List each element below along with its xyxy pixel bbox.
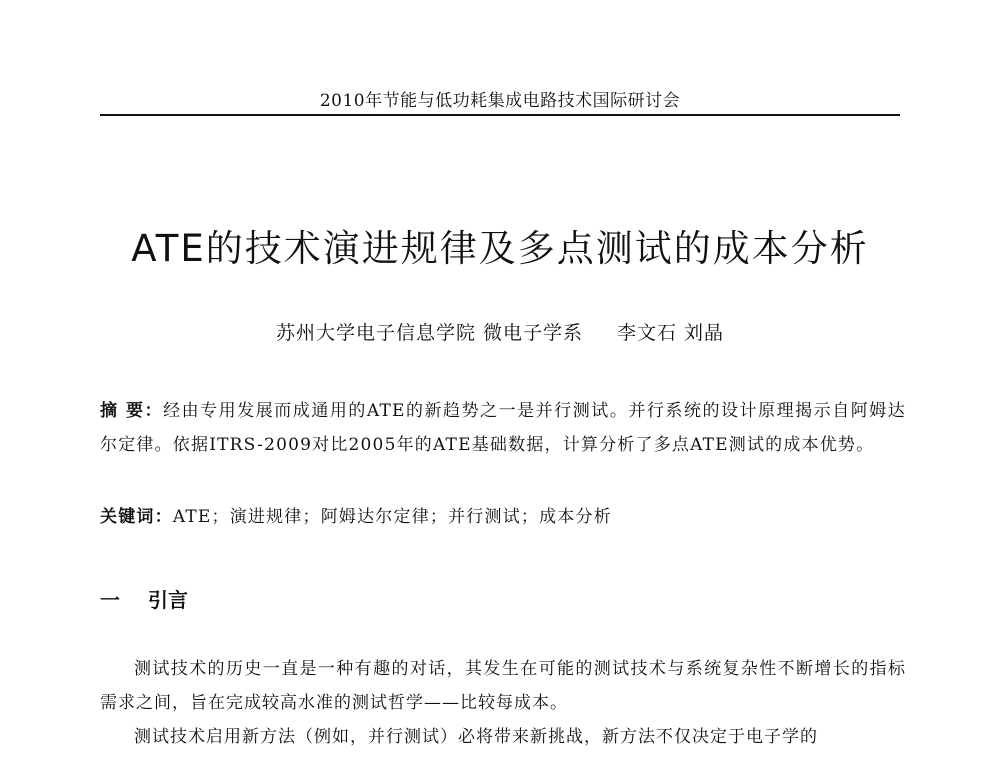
- author-line: [0, 318, 1000, 345]
- section-title: 引言: [148, 588, 188, 612]
- keywords: [100, 500, 906, 534]
- paper-title: ATE的技术演进规律及多点测试的成本分析: [131, 227, 869, 270]
- abstract: [100, 394, 906, 462]
- keywords-label: 关键词：: [100, 507, 173, 527]
- header-rule: [100, 114, 900, 116]
- author-names: 李文石 刘晶: [617, 322, 725, 344]
- section-number: 一: [100, 588, 120, 612]
- keywords-text: ATE；演进规律；阿姆达尔定律；并行测试；成本分析: [172, 507, 612, 527]
- abstract-text: 经由专用发展而成通用的ATE的新趋势之一是并行测试。并行系统的设计原理揭示自阿姆达尔定律。依据ITRS-2009对比2005年的ATE基础数据，计算分析了多点ATE测试的成本优势。: [100, 401, 907, 455]
- section-heading: [100, 584, 188, 613]
- conference-header: 2010年节能与低功耗集成电路技术国际研讨会: [319, 91, 681, 111]
- affiliation: 苏州大学电子信息学院 微电子学系: [275, 322, 583, 344]
- paragraph: 测试技术启用新方法（例如，并行测试）必将带来新挑战，新方法不仅决定于电子学的: [134, 727, 818, 747]
- body-text: [100, 652, 906, 754]
- paragraph: 测试技术的历史一直是一种有趣的对话，其发生在可能的测试技术与系统复杂性不断增长的指标需求之间，旨在完成较高水准的测试哲学——比较每成本。: [100, 659, 906, 713]
- abstract-label: 摘 要：: [100, 401, 164, 421]
